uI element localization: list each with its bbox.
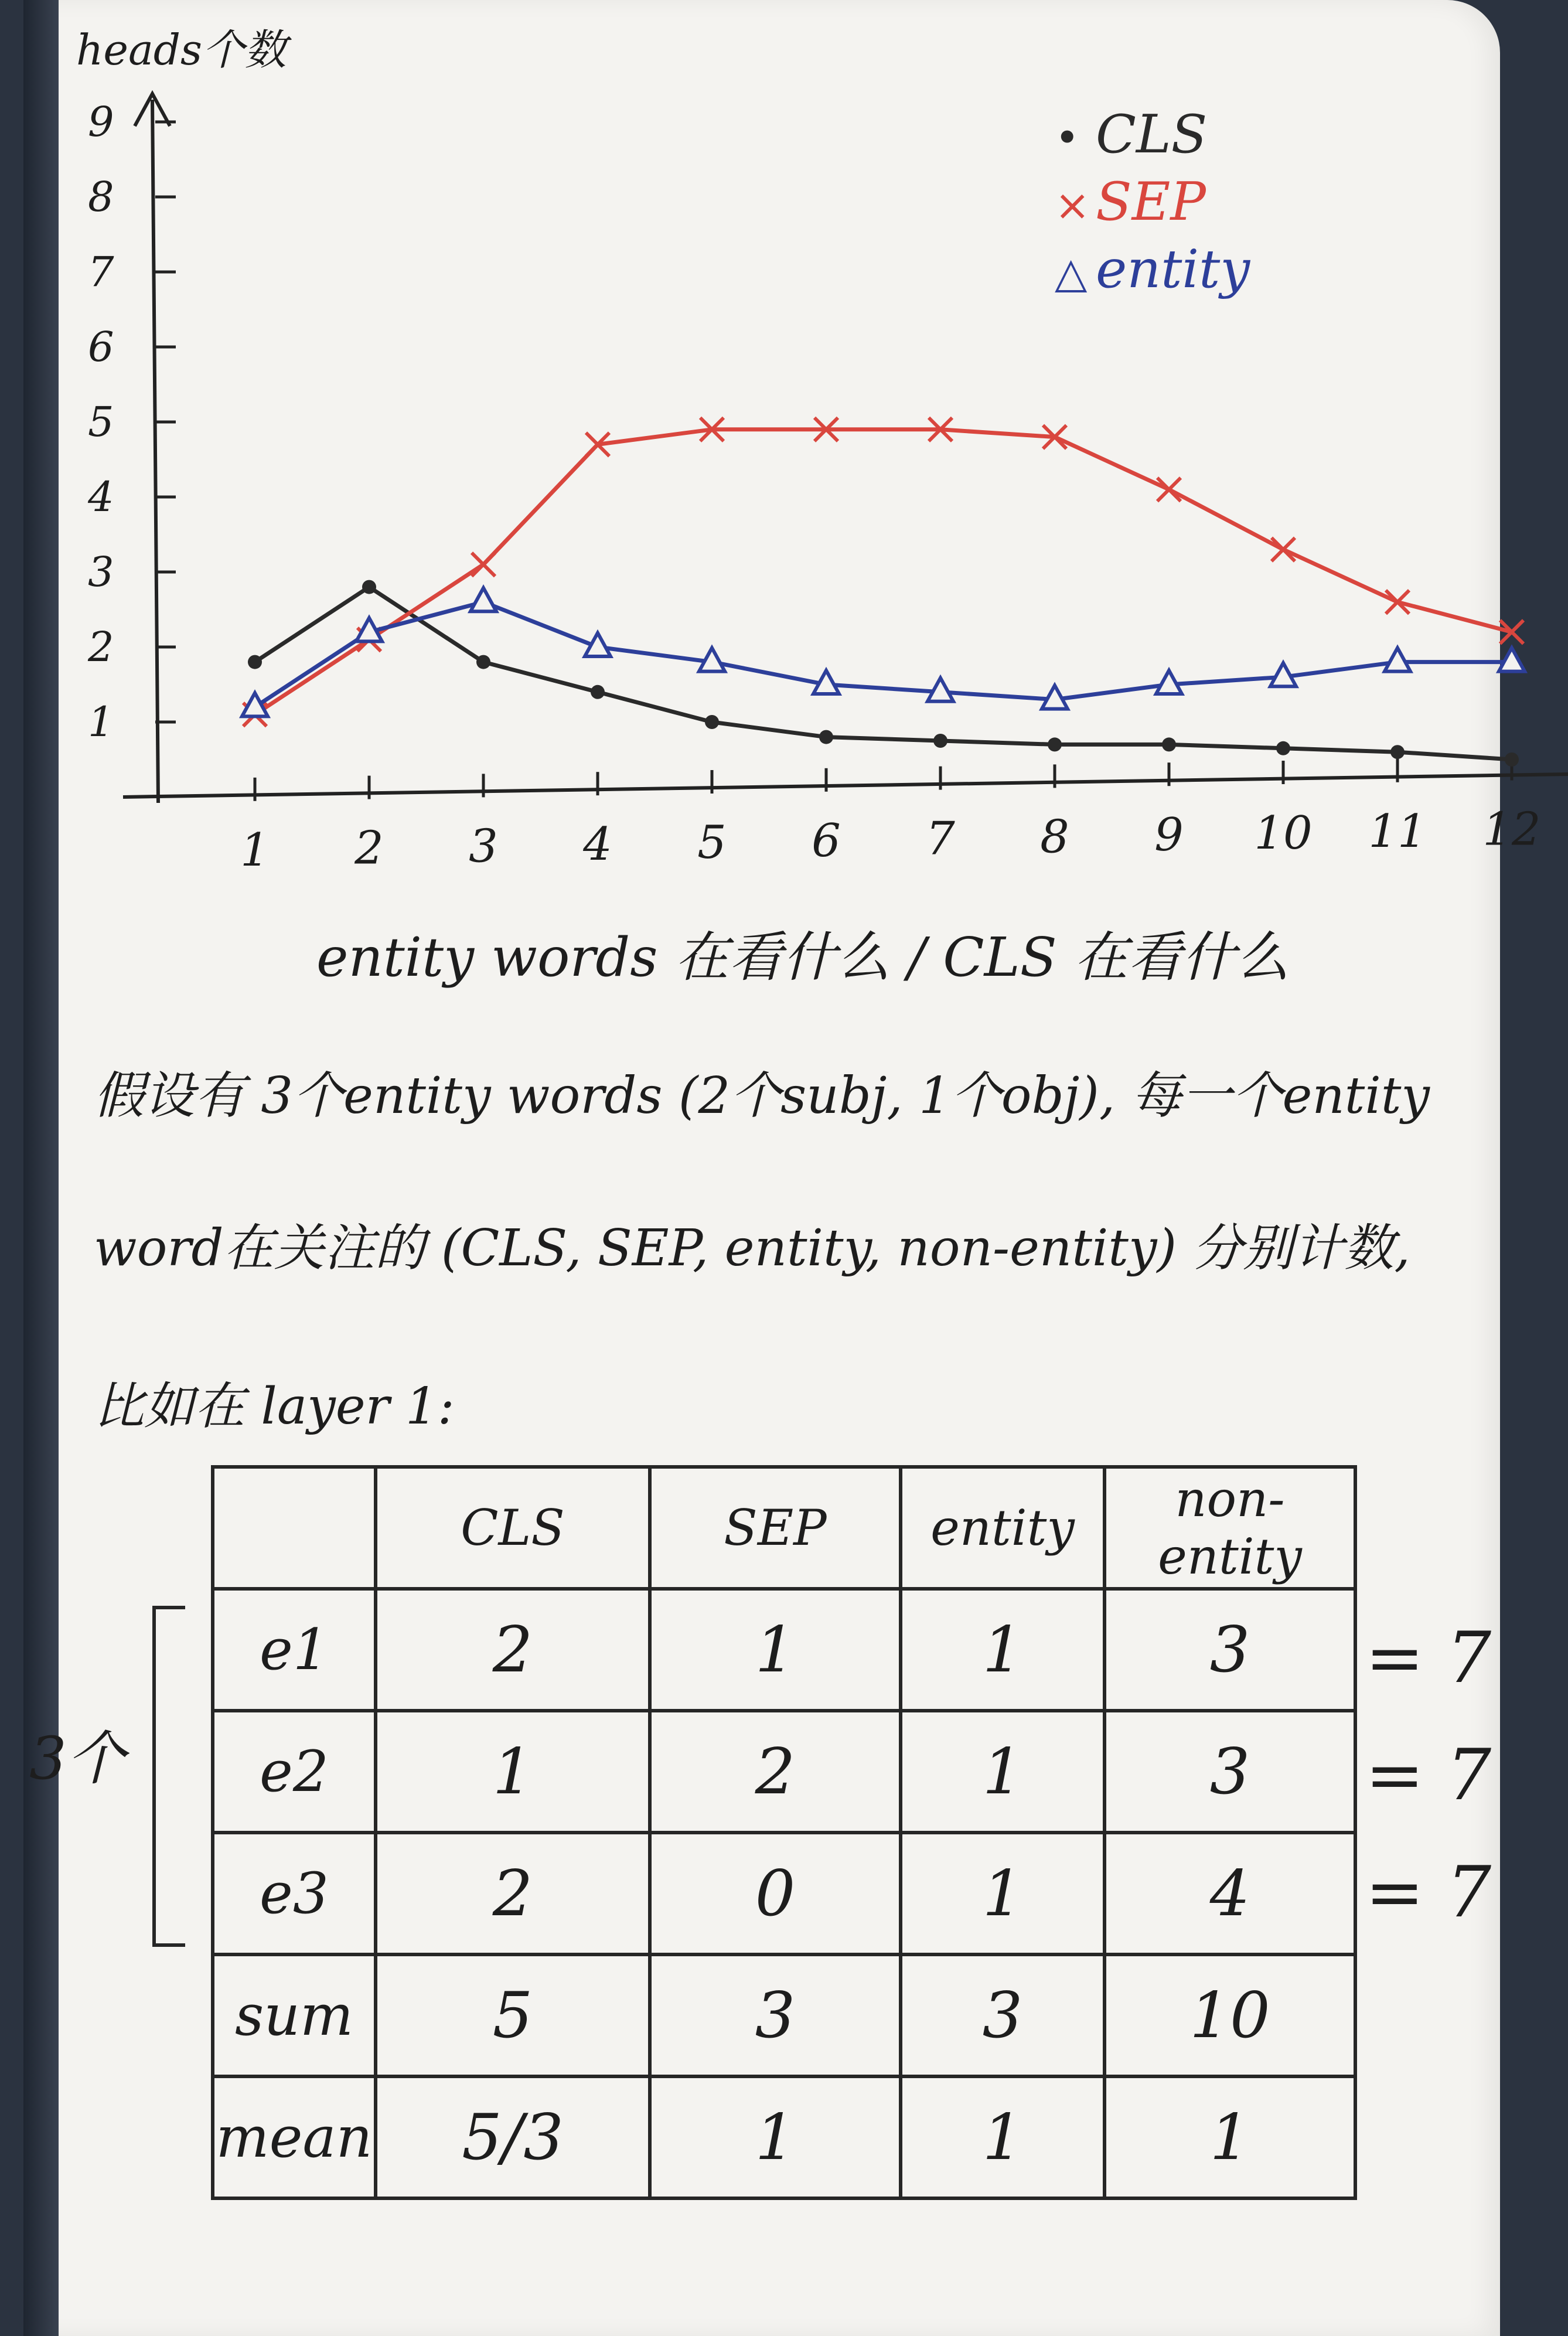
table-row (213, 1954, 1355, 2076)
data-point-sep (1272, 538, 1295, 561)
table-cell: 3 (901, 1954, 1105, 2076)
table-cell: 1 (1105, 2076, 1355, 2198)
table-row (213, 1711, 1355, 1833)
y-tick-label: 3 (88, 548, 114, 596)
table-cell: 3 (650, 1954, 901, 2076)
x-tick-label: 8 (1040, 811, 1069, 864)
legend-label-sep: SEP (1096, 171, 1206, 233)
data-point-sep (1386, 590, 1409, 614)
data-point-cls (591, 685, 605, 699)
y-tick-label: 2 (88, 623, 114, 671)
table-cell: e2 (213, 1711, 376, 1833)
line-chart (23, 0, 1541, 914)
x-tick-label: 11 (1368, 805, 1427, 858)
x-tick-label: 3 (469, 820, 498, 873)
y-tick-label: 9 (88, 98, 114, 146)
x-axis (123, 774, 1568, 797)
row-total-e3: = 7 (1365, 1852, 1492, 1933)
series-line-entity (255, 602, 1512, 707)
x-tick-label: 7 (926, 812, 955, 866)
x-tick-label: 9 (1154, 809, 1184, 862)
data-point-cls (476, 655, 490, 669)
table-cell: 1 (901, 1589, 1105, 1711)
data-point-entity (471, 588, 496, 611)
x-tick-label: 12 (1482, 803, 1541, 856)
data-point-cls (1162, 737, 1176, 751)
x-tick-label: 10 (1254, 807, 1313, 860)
table-cell: 3 (1105, 1589, 1355, 1711)
data-point-cls (819, 730, 833, 744)
table-cell: mean (213, 2076, 376, 2198)
legend-symbol-sep: × (1055, 181, 1090, 230)
group-bracket (152, 1606, 185, 1947)
x-tick-label: 4 (583, 818, 612, 871)
table-cell: 2 (650, 1711, 901, 1833)
y-tick-label: 1 (88, 698, 114, 746)
y-axis-label: heads个数 (76, 25, 287, 74)
data-point-cls (1048, 737, 1062, 751)
data-point-cls (248, 655, 262, 669)
table-row (213, 1589, 1355, 1711)
table-cell: 2 (376, 1833, 650, 1954)
paragraph-line-1: 假设有 3个entity words (2个subj, 1个obj), 每一个entity (94, 1067, 1430, 1125)
table-cell: 3 (1105, 1711, 1355, 1833)
legend-symbol-entity: △ (1055, 248, 1088, 297)
row-total-e1: = 7 (1365, 1618, 1492, 1699)
y-tick-label: 6 (88, 323, 114, 371)
y-tick-label: 5 (88, 398, 114, 446)
data-point-cls (1276, 741, 1290, 755)
table-header-row (213, 1467, 1355, 1589)
x-tick-label: 6 (812, 814, 841, 867)
table-cell: 1 (901, 2076, 1105, 2198)
x-tick-label: 1 (240, 823, 270, 877)
table-cell: e3 (213, 1833, 376, 1954)
data-point-cls (705, 715, 719, 729)
y-axis (152, 100, 158, 803)
table-cell: 5 (376, 1954, 650, 2076)
table-cell: 1 (650, 2076, 901, 2198)
table-cell: 10 (1105, 1954, 1355, 2076)
y-tick-label: 7 (88, 248, 114, 296)
data-point-cls (1505, 752, 1519, 767)
table-header-cell (213, 1467, 376, 1589)
data-point-cls (933, 734, 947, 748)
table-cell: sum (213, 1954, 376, 2076)
data-point-sep (472, 553, 495, 576)
data-point-sep (1157, 478, 1181, 501)
paragraph-line-3: 比如在 layer 1: (94, 1377, 455, 1436)
table-cell: 0 (650, 1833, 901, 1954)
group-count-label: 3个 (29, 1724, 125, 1793)
table-cell: 1 (901, 1711, 1105, 1833)
data-point-entity (1385, 648, 1410, 672)
y-tick-label: 4 (88, 473, 114, 521)
legend-label-entity: entity (1096, 239, 1250, 300)
table-cell: 1 (650, 1589, 901, 1711)
table-header-cell: CLS (376, 1467, 650, 1589)
x-tick-label: 2 (354, 822, 384, 875)
data-point-cls (362, 580, 376, 594)
table-row (213, 2076, 1355, 2198)
data-point-sep (1500, 620, 1523, 643)
legend-label-cls: CLS (1096, 104, 1208, 165)
count-table (211, 1465, 1357, 2200)
table-header-cell: entity (901, 1467, 1105, 1589)
chart-caption: entity words 在看什么 / CLS 在看什么 (316, 926, 1290, 989)
y-tick-label: 8 (88, 173, 114, 221)
data-point-entity (1499, 648, 1525, 672)
table-cell: 1 (376, 1711, 650, 1833)
row-total-e2: = 7 (1365, 1735, 1492, 1816)
table-header-cell: SEP (650, 1467, 901, 1589)
table-header-cell: non-entity (1105, 1467, 1355, 1589)
table-cell: 2 (376, 1589, 650, 1711)
table-cell: e1 (213, 1589, 376, 1711)
data-point-cls (1390, 745, 1405, 759)
table-row (213, 1833, 1355, 1954)
paragraph-line-2: word在关注的 (CLS, SEP, entity, non-entity) 分别计数, (94, 1219, 1410, 1278)
table-cell: 5/3 (376, 2076, 650, 2198)
notebook-page (23, 0, 1541, 2336)
table-cell: 4 (1105, 1833, 1355, 1954)
legend-symbol-cls: • (1055, 113, 1080, 162)
x-tick-label: 5 (697, 816, 727, 869)
table-cell: 1 (901, 1833, 1105, 1954)
